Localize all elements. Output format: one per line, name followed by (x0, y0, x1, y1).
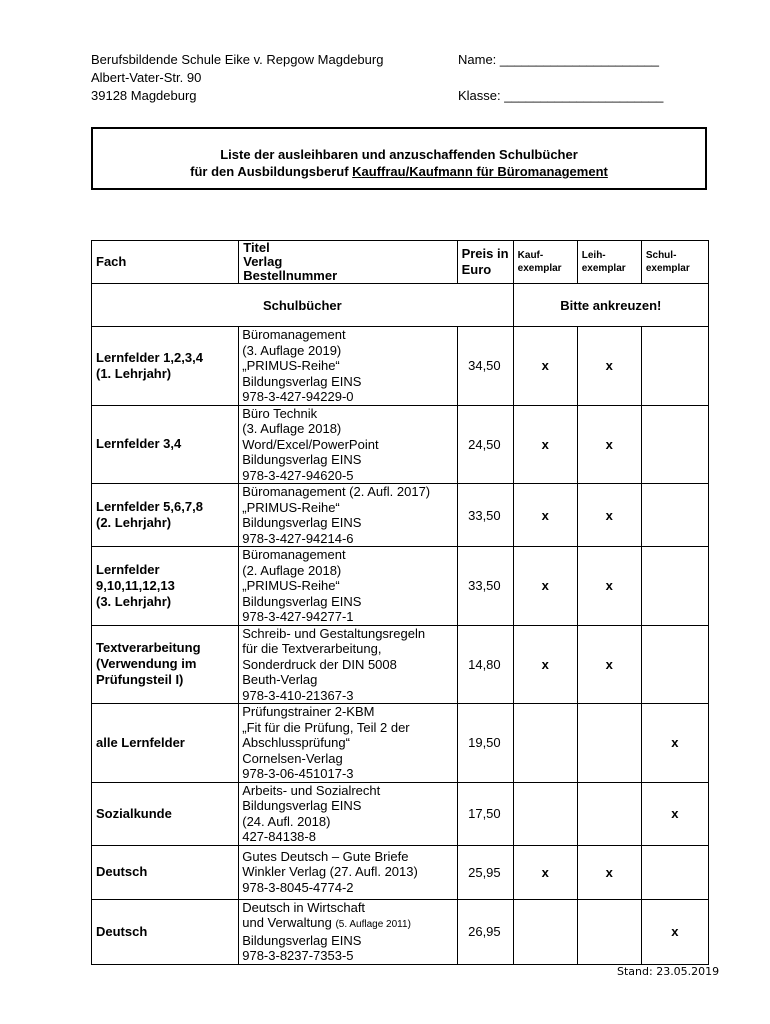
titel-text: Beuth-Verlag (242, 672, 318, 687)
checkbox-kauf[interactable]: x (513, 484, 577, 547)
fach-line: Sozialkunde (96, 805, 172, 821)
titel-line (242, 641, 456, 657)
titel-line (242, 343, 456, 359)
table-row (92, 484, 709, 547)
titel-text: (24. Aufl. 2018) (242, 813, 331, 829)
titel-text: „PRIMUS-Reihe“ (242, 499, 340, 515)
cell-preis: 17,50 (457, 782, 513, 845)
cell-titel (239, 484, 457, 547)
titel-text: Cornelsen-Verlag (242, 750, 343, 766)
checkbox-leih[interactable]: x (577, 405, 641, 484)
header-kauf (513, 241, 577, 284)
student-fields (458, 51, 663, 105)
fach-line: Lernfelder 1,2,3,4 (96, 349, 203, 365)
checkbox-schul[interactable] (641, 547, 708, 626)
checkbox-leih[interactable]: x (577, 327, 641, 406)
header-schul-2: exemplar (645, 263, 690, 274)
fach-line: 9,10,11,12,13 (96, 577, 175, 593)
titel-line (242, 672, 456, 688)
checkbox-kauf[interactable] (513, 704, 577, 783)
schoolbook-table (91, 240, 709, 965)
checkbox-kauf[interactable]: x (513, 327, 577, 406)
fach-line: Lernfelder 5,6,7,8 (96, 499, 203, 514)
titel-text: 978-3-8045-4774-2 (242, 879, 354, 895)
titel-line (242, 515, 456, 531)
subheader-schulbuecher: Schulbücher (92, 284, 514, 327)
titel-line (242, 484, 456, 500)
titel-text: Büro Technik (242, 405, 318, 421)
table-header-row (92, 241, 709, 284)
titel-line (242, 327, 456, 343)
header-leih (577, 241, 641, 284)
titel-line (242, 547, 456, 563)
subheader-ankreuzen: Bitte ankreuzen! (513, 284, 708, 327)
header-titel (239, 241, 457, 284)
table-row (92, 405, 709, 484)
checkbox-leih[interactable]: x (577, 845, 641, 899)
header-leih-1: Leih- (581, 250, 606, 261)
cell-fach (92, 625, 239, 704)
cell-preis: 25,95 (457, 845, 513, 899)
titel-text: (2. Auflage 2018) (242, 562, 342, 578)
cell-fach (92, 484, 239, 547)
titel-line (242, 437, 456, 453)
titel-line (242, 864, 456, 880)
cell-preis: 24,50 (457, 405, 513, 484)
checkbox-schul[interactable]: x (641, 782, 708, 845)
titel-line (242, 766, 456, 782)
checkbox-schul[interactable] (641, 327, 708, 406)
document-title (91, 127, 707, 190)
titel-edition-note: (5. Auflage 2011) (335, 919, 411, 930)
titel-text: 978-3-427-94214-6 (242, 530, 354, 546)
table-row (92, 782, 709, 845)
fach-line: Deutsch (96, 864, 148, 879)
titel-line (242, 531, 456, 547)
titel-text: Word/Excel/PowerPoint (242, 436, 379, 452)
cell-preis: 19,50 (457, 704, 513, 783)
cell-preis: 33,50 (457, 547, 513, 626)
checkbox-leih[interactable]: x (577, 625, 641, 704)
titel-line (242, 657, 456, 673)
cell-titel (239, 405, 457, 484)
table-row (92, 899, 709, 964)
fach-line: (1. Lehrjahr) (96, 365, 172, 381)
titel-text: Arbeits- und Sozialrecht (242, 782, 381, 798)
titel-text: für die Textverarbeitung, (242, 641, 382, 656)
titel-text: Sonderdruck der DIN 5008 (242, 656, 397, 672)
cell-fach (92, 704, 239, 783)
titel-line (242, 948, 456, 964)
titel-text: 978-3-410-21367-3 (242, 687, 354, 703)
titel-line (242, 626, 456, 642)
titel-text: Bildungsverlag EINS (242, 452, 362, 467)
checkbox-leih[interactable] (577, 899, 641, 964)
titel-text: Bildungsverlag EINS (242, 798, 362, 813)
titel-line (242, 563, 456, 579)
table-row (92, 327, 709, 406)
titel-text: Deutsch in Wirtschaft (242, 899, 366, 915)
titel-line (242, 578, 456, 594)
titel-line (242, 688, 456, 704)
checkbox-schul[interactable] (641, 625, 708, 704)
header-titel-1: Titel (243, 240, 270, 255)
school-city: 39128 Magdeburg (91, 88, 197, 103)
titel-text: Winkler Verlag (27. Aufl. 2013) (242, 864, 418, 880)
titel-line (242, 500, 456, 516)
titel-text: Büromanagement (2. Aufl. 2017) (242, 484, 431, 499)
titel-line (242, 735, 456, 751)
titel-text: Büromanagement (242, 547, 346, 562)
titel-line (242, 374, 456, 390)
titel-line (242, 704, 456, 720)
checkbox-kauf[interactable]: x (513, 625, 577, 704)
checkbox-leih[interactable]: x (577, 547, 641, 626)
titel-line (242, 880, 456, 896)
header-kauf-1: Kauf- (517, 250, 544, 261)
checkbox-kauf[interactable]: x (513, 845, 577, 899)
checkbox-kauf[interactable] (513, 899, 577, 964)
checkbox-kauf[interactable]: x (513, 405, 577, 484)
header-preis (457, 241, 513, 284)
checkbox-leih[interactable] (577, 704, 641, 783)
titel-line (242, 452, 456, 468)
klasse-field[interactable]: Klasse: ______________________ (458, 88, 664, 103)
titel-line (242, 720, 456, 736)
title-line-2 (93, 163, 705, 180)
header-schul-1: Schul- (645, 250, 677, 261)
header-preis-2: Euro (461, 262, 492, 277)
titel-text: Bildungsverlag EINS (242, 593, 362, 609)
table-row (92, 625, 709, 704)
titel-line (242, 783, 456, 799)
cell-preis: 34,50 (457, 327, 513, 406)
titel-line (242, 421, 456, 437)
fach-line: (2. Lehrjahr) (96, 515, 172, 530)
cell-titel (239, 782, 457, 845)
titel-line (242, 468, 456, 484)
cell-preis: 14,80 (457, 625, 513, 704)
name-field[interactable]: Name: ______________________ (458, 52, 659, 67)
cell-titel (239, 327, 457, 406)
titel-line (242, 915, 456, 933)
school-street: Albert-Vater-Str. 90 (91, 70, 202, 85)
fach-line: Lernfelder 3,4 (96, 436, 182, 452)
titel-text: Bildungsverlag EINS (242, 373, 362, 389)
titel-line (242, 900, 456, 916)
title-prefix: für den Ausbildungsberuf (190, 164, 353, 179)
titel-line (242, 798, 456, 814)
titel-text: 978-3-427-94620-5 (242, 467, 354, 483)
titel-text: (3. Auflage 2019) (242, 342, 342, 358)
table-body (92, 327, 709, 965)
titel-text: 978-3-8237-7353-5 (242, 948, 354, 963)
titel-line (242, 406, 456, 422)
titel-text: 427-84138-8 (242, 829, 316, 844)
titel-text: Schreib- und Gestaltungsregeln (242, 625, 426, 641)
fach-line: Lernfelder (96, 561, 160, 577)
school-address (91, 51, 383, 105)
titel-line (242, 849, 456, 865)
fach-line: Prüfungsteil I) (96, 672, 184, 688)
titel-line (242, 829, 456, 845)
header-titel-2: Verlag (243, 254, 283, 269)
table-subheader-row (92, 284, 709, 327)
cell-preis: 26,95 (457, 899, 513, 964)
table-row (92, 704, 709, 783)
cell-titel (239, 547, 457, 626)
header-kauf-2: exemplar (517, 263, 562, 274)
titel-text: Abschlussprüfung“ (242, 735, 350, 750)
cell-fach (92, 782, 239, 845)
titel-line (242, 814, 456, 830)
header-preis-1: Preis in (461, 246, 509, 261)
cell-fach (92, 405, 239, 484)
titel-text: (3. Auflage 2018) (242, 421, 342, 436)
titel-line (242, 358, 456, 374)
checkbox-schul[interactable] (641, 845, 708, 899)
checkbox-kauf[interactable]: x (513, 547, 577, 626)
checkbox-schul[interactable] (641, 484, 708, 547)
title-line-1: Liste der ausleihbaren und anzuschaffenden Schulbücher (220, 147, 578, 162)
header-titel-3: Bestellnummer (243, 268, 338, 283)
header-leih-2: exemplar (581, 263, 626, 274)
titel-text: Bildungsverlag EINS (242, 515, 362, 530)
checkbox-leih[interactable]: x (577, 484, 641, 547)
stand-date: Stand: 23.05.2019 (617, 965, 720, 978)
fach-line: (3. Lehrjahr) (96, 593, 172, 609)
titel-line (242, 389, 456, 405)
header-fach: Fach (92, 241, 239, 284)
titel-line (242, 609, 456, 625)
cell-titel (239, 704, 457, 783)
table-row (92, 547, 709, 626)
profession-name: Kauffrau/Kaufmann für Büromanagement (352, 164, 608, 179)
checkbox-schul[interactable]: x (641, 899, 708, 964)
titel-text: Gutes Deutsch – Gute Briefe (242, 848, 409, 864)
cell-preis: 33,50 (457, 484, 513, 547)
checkbox-schul[interactable] (641, 405, 708, 484)
cell-fach (92, 547, 239, 626)
fach-line: alle Lernfelder (96, 734, 185, 750)
titel-text: 978-3-06-451017-3 (242, 766, 354, 781)
cell-fach (92, 327, 239, 406)
cell-titel (239, 845, 457, 899)
titel-line (242, 933, 456, 949)
titel-line (242, 751, 456, 767)
titel-text: und Verwaltung (242, 915, 336, 930)
titel-text: 978-3-427-94229-0 (242, 389, 354, 404)
titel-text: „Fit für die Prüfung, Teil 2 der (242, 719, 410, 735)
titel-text: 978-3-427-94277-1 (242, 609, 354, 624)
titel-text: Bildungsverlag EINS (242, 932, 362, 948)
cell-titel (239, 899, 457, 964)
titel-text: „PRIMUS-Reihe“ (242, 358, 340, 373)
cell-fach (92, 899, 239, 964)
checkbox-leih[interactable] (577, 782, 641, 845)
fach-line: Textverarbeitung (96, 640, 201, 656)
cell-fach (92, 845, 239, 899)
checkbox-kauf[interactable] (513, 782, 577, 845)
titel-text: „PRIMUS-Reihe“ (242, 578, 340, 593)
header-schul (641, 241, 708, 284)
checkbox-schul[interactable]: x (641, 704, 708, 783)
cell-titel (239, 625, 457, 704)
school-name: Berufsbildende Schule Eike v. Repgow Magdeburg (91, 52, 384, 67)
titel-text: Büromanagement (242, 327, 346, 342)
fach-line: (Verwendung im (96, 656, 197, 672)
titel-text: Prüfungstrainer 2-KBM (242, 704, 375, 719)
titel-line (242, 594, 456, 610)
table-row (92, 845, 709, 899)
fach-line: Deutsch (96, 923, 148, 939)
